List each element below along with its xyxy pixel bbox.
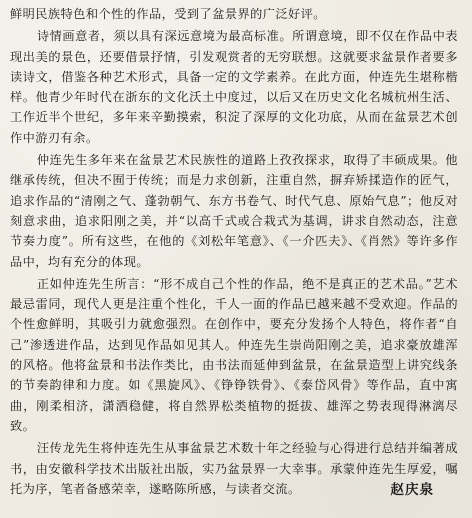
paragraph-5: 汪传龙先生将仲连先生从事盆景艺术数十年之经验与心得进行总结并编著成书，由安徽科学技术出版社出版，实乃盆景界一大幸事。承蒙仲连先生厚爱，嘱托为序，笔者备感荣幸，遂略陈所感，与读者交流。 (10, 441, 458, 496)
paragraph-3: 仲连先生多年来在盆景艺术民族性的道路上孜孜探求，取得了丰硕成果。他继承传统，但决不囿于传统；而是力求创新，注重自然，摒弃矫揉造作的匠气，追求作品的“清刚之气、蓬勃朝气、东方书卷气、时代气息、原始气息”；他反对刻意求曲，追求阳刚之美，并“以高千式或合栽式为基调，讲求自然动态，注意节奏力度”。所有这些，在他的《刘松年笔意》、《一介匹夫》、《肖然》等许多作品中，均有充分的体现。 (10, 153, 458, 269)
author-signature: 赵庆泉 (390, 482, 434, 498)
paragraph-2: 诗情画意者，须以具有深远意境为最高标准。所谓意境，即不仅在作品中表现出美的景色，还要借景抒情，引发观赏者的无穷联想。这就要求盆景作者要多读诗文，借鉴各种艺术形式，具备一定的文学素养。在此方面，仲连先生堪称楷样。他青少年时代在浙东的文化沃土中度过，以后又在历史文化名城杭州生活、工作近半个世纪，多年来辛勤摸索，积淀了深厚的文化功底，从而在盆景艺术创作中游刃有余。 (10, 29, 458, 145)
paragraph-4: 正如仲连先生所言：“形不成自己个性的作品，绝不是真正的艺术品。”艺术最忌雷同，现代人更是注重个性化，千人一面的作品已越来越不受欢迎。作品的个性愈鲜明，其吸引力就愈强烈。在创作中，要充分发扬个人特色，将作者“自己”渗透进作品，达到见作品如见其人。仲连先生崇尚阳刚之美，追求豪放雄浑的风格。他将盆景和书法作类比，由书法而延伸到盆景，在盆景造型上讲究线条的节奏韵律和力度。如《黑旋风》、《铮铮铁骨》、《泰岱风骨》等作品，直中寓曲，刚柔相济，潇洒稳健，将自然界松类植物的挺拔、雄浑之势表现得淋漓尽致。 (10, 276, 458, 433)
paragraph-1: 鲜明民族特色和个性的作品，受到了盆景界的广泛好评。 (10, 7, 326, 21)
